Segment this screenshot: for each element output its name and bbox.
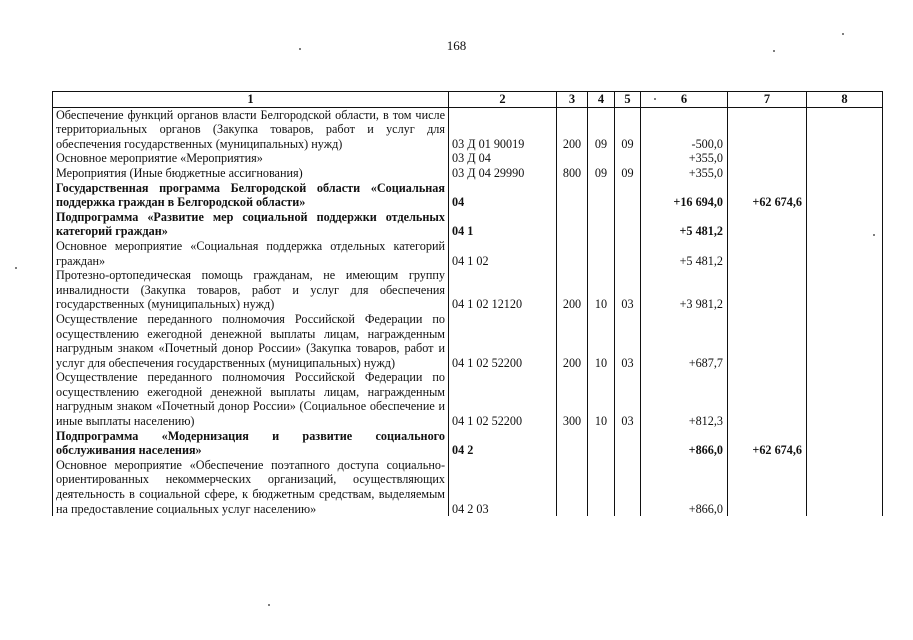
row-col3-cell — [557, 429, 588, 458]
row-col7-cell: +62 674,6 — [728, 429, 807, 458]
row-code-cell: 04 2 — [449, 429, 557, 458]
row-col3-cell: 200 — [557, 107, 588, 151]
row-col5-cell — [615, 239, 641, 268]
row-col6-cell: +812,3 — [641, 370, 728, 428]
row-col6-cell: +355,0 — [641, 166, 728, 181]
table-row — [53, 151, 883, 166]
table-row — [53, 239, 883, 268]
row-col8-cell — [807, 268, 883, 312]
scan-speck — [773, 50, 775, 52]
table-row — [53, 312, 883, 370]
row-col7-cell: +62 674,6 — [728, 181, 807, 210]
row-name-cell: Осуществление переданного полномочия Российской Федерации по осуществлению ежегодной денежной выплаты лицам, награжденным нагрудным знаком «Почетный донор России» (Закупка товаров, работ и услуг для обеспечения государственных (муниципальных) нужд) — [53, 312, 449, 370]
row-col5-cell — [615, 458, 641, 516]
row-code-cell: 04 1 02 52200 — [449, 370, 557, 428]
scan-speck — [873, 234, 875, 236]
row-col8-cell — [807, 166, 883, 181]
column-header: 4 — [588, 92, 615, 108]
row-name-cell: Протезно-ортопедическая помощь гражданам, не имеющим группу инвалидности (Закупка товаров, работ и услуг для обеспечения государственных (муниципальных) нужд) — [53, 268, 449, 312]
row-code-cell: 04 1 02 52200 — [449, 312, 557, 370]
row-col7-cell — [728, 312, 807, 370]
row-name-cell: Основное мероприятие «Мероприятия» — [53, 151, 449, 166]
row-col8-cell — [807, 107, 883, 151]
table-row — [53, 107, 883, 151]
table-row — [53, 458, 883, 516]
row-col4-cell: 09 — [588, 107, 615, 151]
row-col8-cell — [807, 312, 883, 370]
row-col7-cell — [728, 458, 807, 516]
row-col7-cell — [728, 166, 807, 181]
row-col5-cell — [615, 151, 641, 166]
row-col8-cell — [807, 181, 883, 210]
row-col3-cell — [557, 181, 588, 210]
row-col8-cell — [807, 239, 883, 268]
row-col5-cell: 03 — [615, 312, 641, 370]
scan-speck — [654, 98, 656, 100]
scan-speck — [15, 267, 17, 269]
row-col7-cell — [728, 151, 807, 166]
row-col7-cell — [728, 268, 807, 312]
row-col7-cell — [728, 210, 807, 239]
row-col4-cell — [588, 239, 615, 268]
row-col8-cell — [807, 151, 883, 166]
row-col6-cell: -500,0 — [641, 107, 728, 151]
table-row — [53, 181, 883, 210]
row-code-cell: 03 Д 01 90019 — [449, 107, 557, 151]
row-col8-cell — [807, 429, 883, 458]
row-col8-cell — [807, 458, 883, 516]
row-col6-cell: +5 481,2 — [641, 239, 728, 268]
column-header: 3 — [557, 92, 588, 108]
row-col6-cell: +3 981,2 — [641, 268, 728, 312]
row-code-cell: 04 1 02 12120 — [449, 268, 557, 312]
row-name-cell: Основное мероприятие «Социальная поддержка отдельных категорий граждан» — [53, 239, 449, 268]
row-col3-cell: 200 — [557, 268, 588, 312]
row-col6-cell: +866,0 — [641, 429, 728, 458]
table-row — [53, 268, 883, 312]
row-col4-cell: 10 — [588, 370, 615, 428]
page-number: 168 — [446, 38, 467, 53]
row-name-cell: Мероприятия (Иные бюджетные ассигнования) — [53, 166, 449, 181]
row-col4-cell — [588, 210, 615, 239]
row-col4-cell — [588, 151, 615, 166]
row-col4-cell: 10 — [588, 312, 615, 370]
row-col3-cell — [557, 151, 588, 166]
column-header: 7 — [728, 92, 807, 108]
row-col3-cell: 300 — [557, 370, 588, 428]
row-col3-cell: 800 — [557, 166, 588, 181]
row-name-cell: Подпрограмма «Модернизация и развитие социального обслуживания населения» — [53, 429, 449, 458]
row-col5-cell — [615, 181, 641, 210]
column-header: 2 — [449, 92, 557, 108]
row-col5-cell: 03 — [615, 268, 641, 312]
row-name-cell: Обеспечение функций органов власти Белгородской области, в том числе территориальных органов (Закупка товаров, работ и услуг для обеспечения государственных (муниципальных) нужд) — [53, 107, 449, 151]
row-col6-cell: +355,0 — [641, 151, 728, 166]
table-row — [53, 210, 883, 239]
row-col7-cell — [728, 370, 807, 428]
row-col8-cell — [807, 210, 883, 239]
row-col5-cell — [615, 429, 641, 458]
budget-table — [52, 91, 883, 516]
row-col4-cell: 09 — [588, 166, 615, 181]
row-col5-cell: 09 — [615, 166, 641, 181]
column-header: 5 — [615, 92, 641, 108]
row-col4-cell — [588, 181, 615, 210]
row-code-cell: 03 Д 04 — [449, 151, 557, 166]
row-name-cell: Подпрограмма «Развитие мер социальной поддержки отдельных категорий граждан» — [53, 210, 449, 239]
table-row — [53, 429, 883, 458]
row-col4-cell — [588, 429, 615, 458]
column-header: 1 — [53, 92, 449, 108]
row-col7-cell — [728, 239, 807, 268]
row-code-cell: 04 2 03 — [449, 458, 557, 516]
table-header-row — [53, 92, 883, 108]
scan-speck — [268, 604, 270, 606]
row-col3-cell — [557, 458, 588, 516]
scan-speck — [299, 48, 301, 50]
column-header: 6 — [641, 92, 728, 108]
row-name-cell: Осуществление переданного полномочия Российской Федерации по осуществлению ежегодной денежной выплаты лицам, награжденным нагрудным знаком «Почетный донор России» (Социальное обеспечение и иные выплаты населению) — [53, 370, 449, 428]
row-col6-cell: +866,0 — [641, 458, 728, 516]
column-header: 8 — [807, 92, 883, 108]
row-col3-cell — [557, 239, 588, 268]
row-col3-cell — [557, 210, 588, 239]
table-row — [53, 370, 883, 428]
row-col7-cell — [728, 107, 807, 151]
row-col4-cell — [588, 458, 615, 516]
row-name-cell: Государственная программа Белгородской области «Социальная поддержка граждан в Белгородской области» — [53, 181, 449, 210]
row-col5-cell: 09 — [615, 107, 641, 151]
row-col6-cell: +687,7 — [641, 312, 728, 370]
row-col5-cell: 03 — [615, 370, 641, 428]
row-col6-cell: +5 481,2 — [641, 210, 728, 239]
row-col8-cell — [807, 370, 883, 428]
row-code-cell: 04 1 — [449, 210, 557, 239]
row-name-cell: Основное мероприятие «Обеспечение поэтапного доступа социально-ориентированных некоммерческих организаций, осуществляющих деятельность в социальной сфере, к бюджетным средствам, выделяемым на предоставление социальных услуг населению» — [53, 458, 449, 516]
row-col4-cell: 10 — [588, 268, 615, 312]
row-code-cell: 04 — [449, 181, 557, 210]
scan-speck — [842, 33, 844, 35]
table-row — [53, 166, 883, 181]
row-code-cell: 04 1 02 — [449, 239, 557, 268]
row-col5-cell — [615, 210, 641, 239]
row-code-cell: 03 Д 04 29990 — [449, 166, 557, 181]
table-body — [53, 107, 883, 516]
row-col3-cell: 200 — [557, 312, 588, 370]
row-col6-cell: +16 694,0 — [641, 181, 728, 210]
